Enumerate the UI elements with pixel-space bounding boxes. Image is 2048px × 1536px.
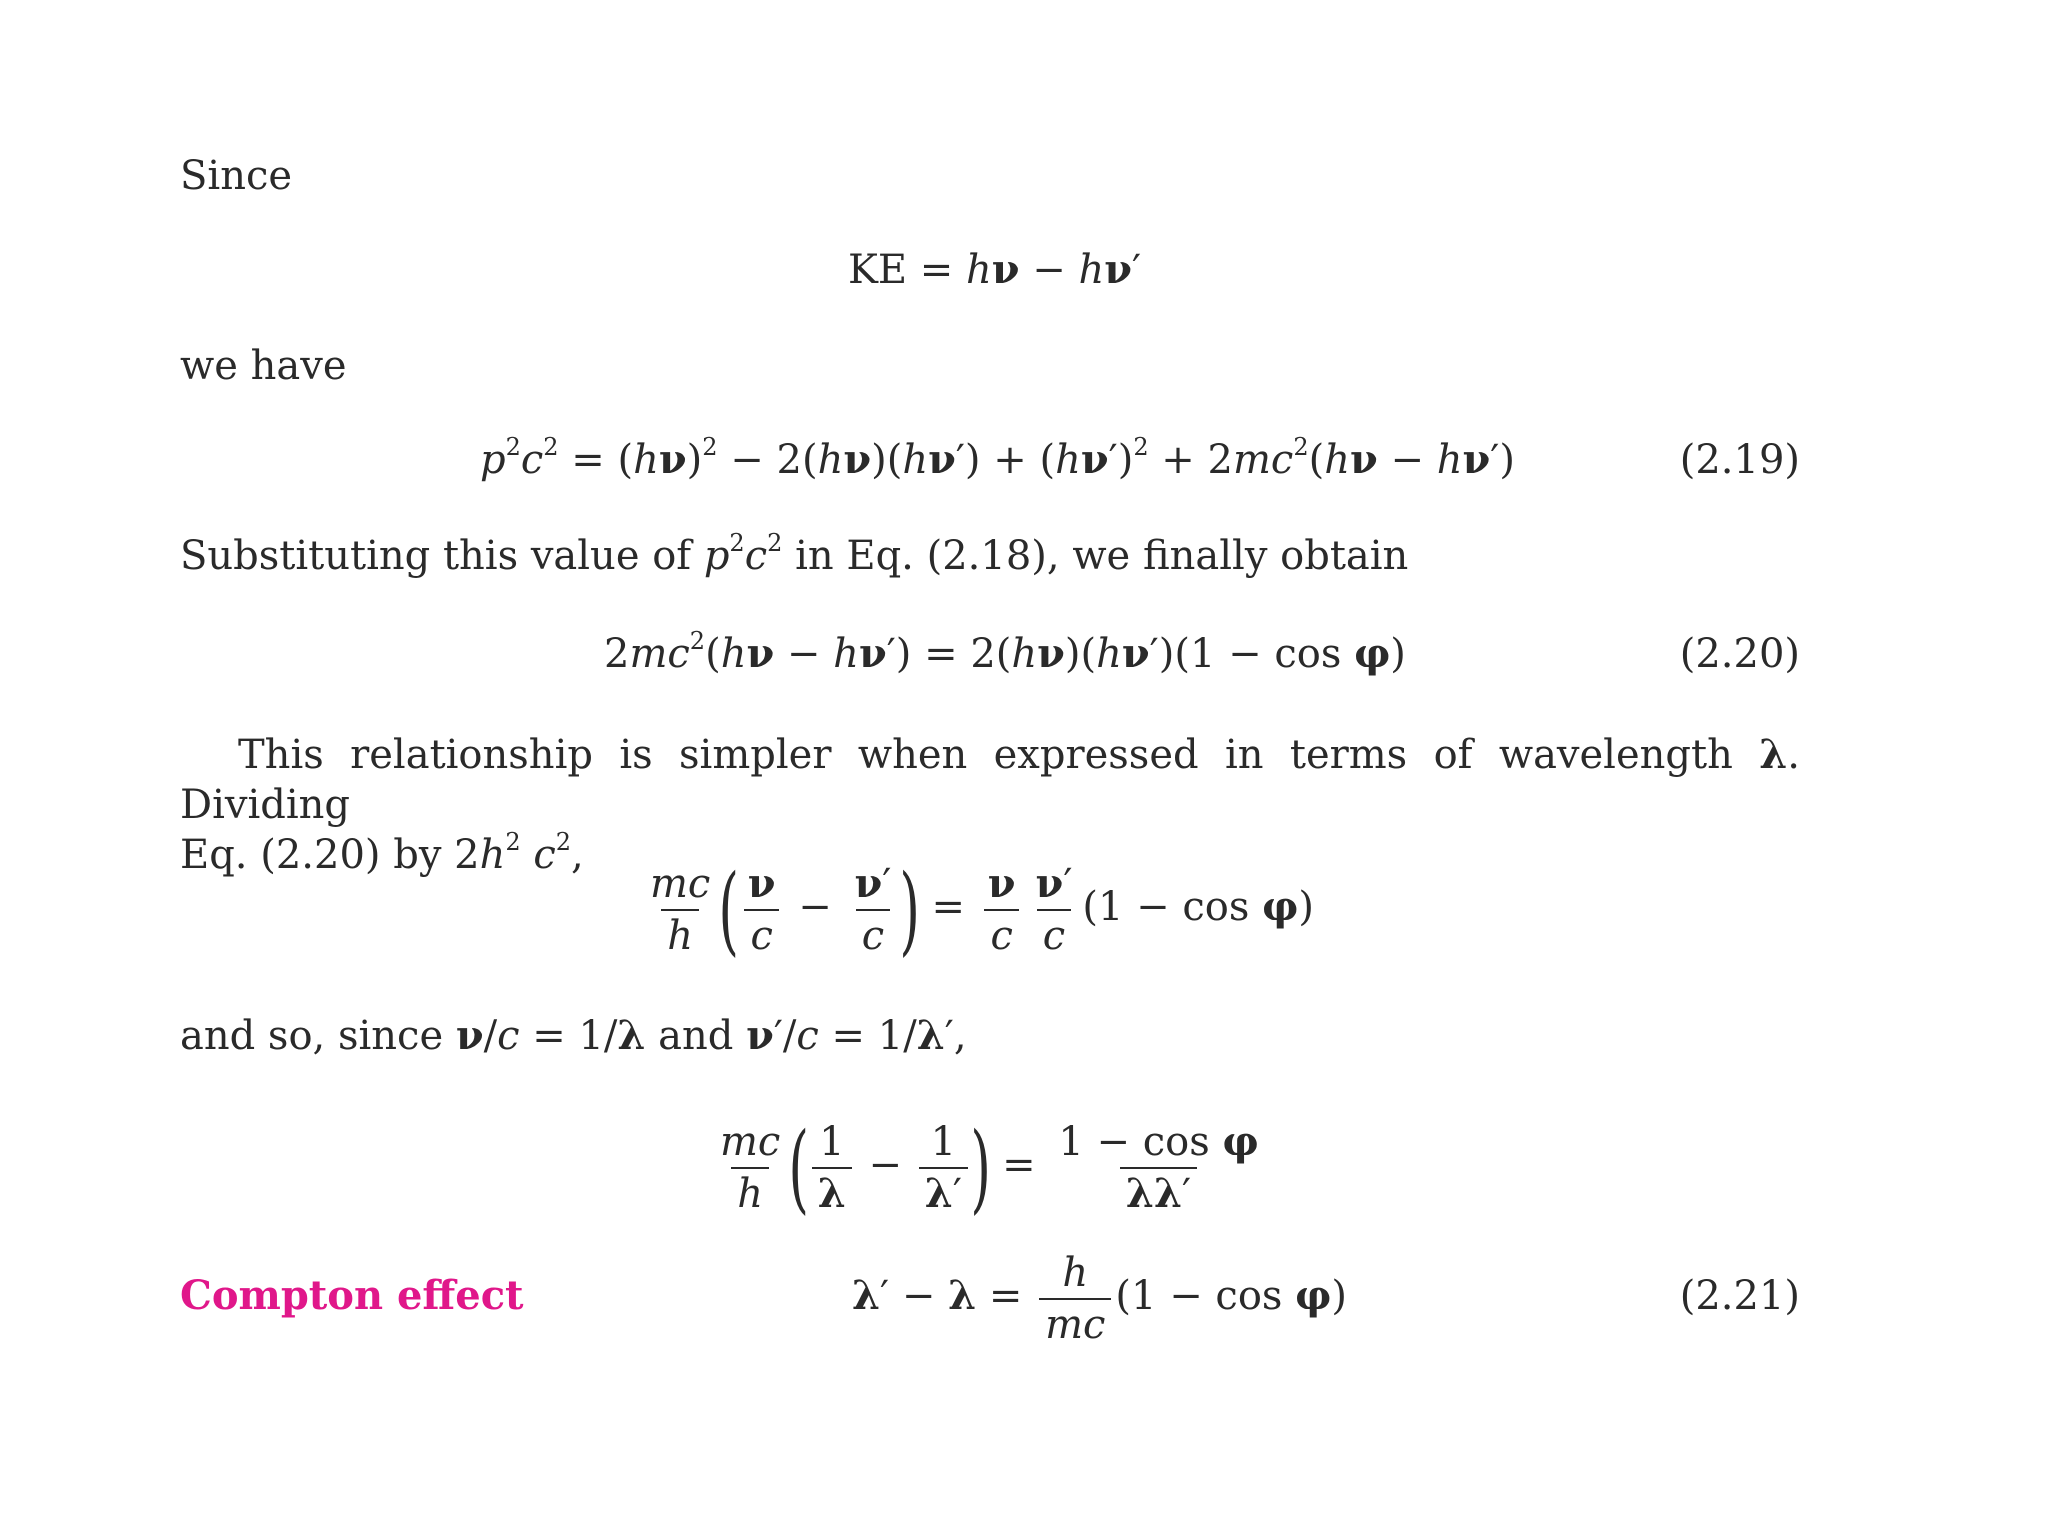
text-and-so-start: and so, since (180, 1013, 444, 1059)
paragraph-line-1-end: . Dividing (180, 732, 1800, 828)
text-substituting-start: Substituting this value of (180, 533, 692, 579)
text-and-so: and so, since ν/c = 1/λ and ν′/c = 1/λ′, (180, 1012, 967, 1059)
equation-2-21: λ′ − λ = $\frac{h}{mc}$ (1 − cos φ) (852, 1250, 1347, 1348)
equation-2-19: $p^2c^2 = (h\nu)^2 - 2(h\nu)(h\nu') + (h\nu')^2 + 2mc^2(h\nu - h\nu')$ (480, 433, 1515, 483)
text-and: and (658, 1013, 734, 1059)
equation-number-2-21: (2.21) (1679, 1273, 1800, 1319)
paragraph-line-1: This relationship is simpler when expressed in terms of wavelength λ. Dividing (180, 731, 1800, 828)
equation-2-20: $2mc^2(h\nu - h\nu') = 2(h\nu)(h\nu')(1 - \cos \varphi)$ (604, 627, 1406, 677)
text-since: Since (180, 153, 293, 199)
text-substituting: Substituting this value of $p^2c^2$ in Eq. (2.18), we finally obtain (180, 529, 1409, 579)
text-substituting-end: in Eq. (2.18), we finally obtain (795, 533, 1409, 579)
text-we-have: we have (180, 343, 347, 389)
paragraph-line-2-text: Eq. (2.20) by 2 (180, 832, 480, 878)
equation-number-2-20: (2.20) (1679, 631, 1800, 677)
equation-frequency-form: $\frac{mc}{h}$ ( $\frac{\nu}{c}$ − $\frac{\nu'}{c}$ ) = $\frac{\nu}{c}$ $\frac{\nu'}{c}$ (1 − cos φ) (650, 854, 1314, 966)
equation-number-2-19: (2.19) (1679, 437, 1800, 483)
sidebar-label-compton-effect: Compton effect (180, 1272, 524, 1319)
paragraph-line-2: Eq. (2.20) by $2h^2$ $c^2$, (180, 828, 584, 878)
equation-wavelength-form: $\frac{mc}{h}$ ( $\frac{1}{\lambda}$ − $\frac{1}{\lambda'}$ ) = $\frac{\text{1 − cos φ}}{\lambda\lambda'}$ (720, 1112, 1259, 1224)
paragraph-line-1-text: This relationship is simpler when expressed in terms of wavelength (238, 732, 1733, 778)
equation-kinetic-energy: KE = hν − hν′ (848, 246, 1142, 293)
